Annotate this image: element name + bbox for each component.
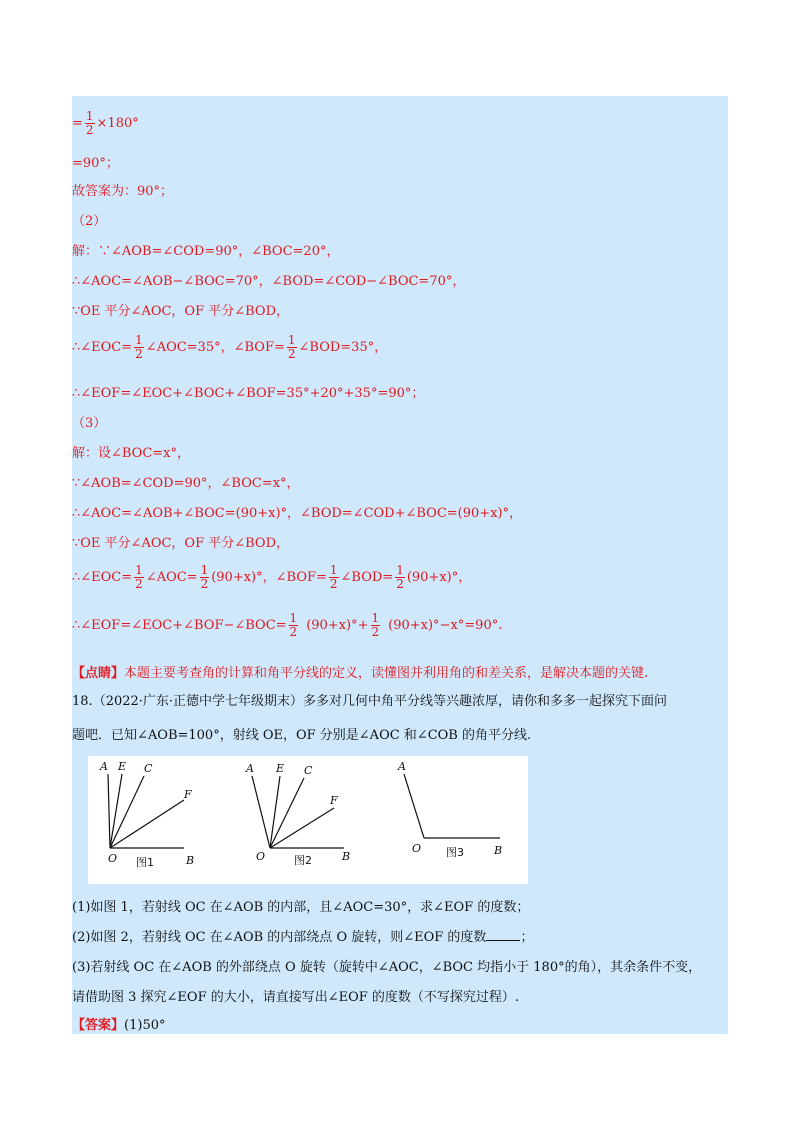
fraction-half [371,612,381,639]
question-2-end: ； [520,930,534,945]
expression-text: (90+x)°−x°=90°. [388,618,503,633]
fraction-half [289,612,299,639]
comment-text: 本题主要考查角的计算和角平分线的定义，读懂图并利用角的和差关系，是解决本题的关键. [124,666,649,681]
fraction-numerator: 1 [200,563,209,577]
expression-text: ∴∠EOF=∠EOC+∠BOF−∠BOC= [72,618,287,633]
fig3-caption: 图3 [446,846,464,859]
fraction-numerator: 1 [289,611,298,625]
solution-line-6: ∴∠AOC=∠AOB−∠BOC=70°，∠BOD=∠COD−∠BOC=70°， [72,274,466,289]
expression-text: (90+x)°，∠BOF= [211,570,327,585]
fig1-caption: 图1 [136,856,154,869]
problem-text: （2022·广东·正德中学七年级期末）多多对几何中角平分线等兴趣浓厚，请你和多多一起探究下面问 [92,694,668,709]
part-3-label: （3） [72,416,107,431]
fraction-denominator: 2 [329,577,338,591]
answer-blank [486,940,520,941]
solution-panel [72,96,728,1034]
question-3-line-1: (3)若射线 OC 在∠AOB 的外部绕点 O 旋转（旋转中∠AOC，∠BOC 均指小于 180°的角），其余条件不变， [72,960,702,975]
fraction-numerator: 1 [135,333,143,347]
fraction-half [134,564,144,591]
fig2-label-c: C [304,764,313,777]
part-2-label: （2） [72,214,107,229]
expression-text: ∠AOC= [145,570,198,585]
comment-label: 【点睛】 [72,666,125,681]
fraction-numerator: 1 [287,333,296,347]
expression-text: (90+x)°， [406,570,472,585]
expression-text: ∠BOD=35°， [298,340,388,355]
solution-line-5: 解：∵∠AOB=∠COD=90°，∠BOC=20°， [72,244,340,259]
fraction-half [329,564,339,591]
solution-line-15 [72,564,471,591]
answer-line [72,1014,165,1033]
fig2-label-a: A [246,762,254,775]
fig2-label-e: E [276,762,285,775]
fig1-label-f: F [184,788,192,801]
fig2-ray-oa [252,776,270,848]
equals-sign: = [72,116,83,131]
fraction-half [85,110,95,137]
fig1-label-o: O [108,852,118,865]
fraction-denominator: 2 [135,347,143,361]
solution-line-7: ∵OE 平分∠AOC，OF 平分∠BOD， [72,304,290,319]
fig1-ray-oe [110,774,122,848]
solution-line-13: ∴∠AOC=∠AOB+∠BOC=(90+x)°，∠BOD=∠COD+∠BOC=(90+x)°， [72,506,523,521]
fraction-numerator: 1 [85,109,94,123]
solution-line-8 [72,334,387,361]
geometry-figures [88,756,528,884]
problem-line-2: 题吧．已知∠AOB=100°，射线 OE，OF 分别是∠AOC 和∠COB 的角平分线. [72,728,532,743]
solution-line-14: ∵OE 平分∠AOC，OF 平分∠BOD， [72,536,290,551]
fraction-denominator: 2 [396,577,404,591]
solution-line-12: ∵∠AOB=∠COD=90°，∠BOC=x°， [72,476,300,491]
expression-text: ∠BOD= [340,570,394,585]
expression-text: ∠AOC=35°，∠BOF= [145,340,285,355]
fig1-label-e: E [118,760,127,773]
fraction-numerator: 1 [329,563,338,577]
fraction-denominator: 2 [135,577,143,591]
question-2-text: (2)如图 2，若射线 OC 在∠AOB 的内部绕点 O 旋转，则∠EOF 的度数 [72,930,487,945]
fig1-label-c: C [144,762,153,775]
fraction-numerator: 1 [135,563,143,577]
fraction-denominator: 2 [287,347,296,361]
fraction-denominator: 2 [200,577,209,591]
fraction-half [200,564,210,591]
expression-text: ∴∠EOC= [72,570,133,585]
solution-line-1 [72,110,139,137]
solution-line-2: =90°； [72,156,119,171]
solution-line-9: ∴∠EOF=∠EOC+∠BOC+∠BOF=35°+20°+35°=90°； [72,386,425,401]
fraction-half [287,334,297,361]
fig1-label-a: A [100,760,108,773]
fraction-denominator: 2 [371,625,380,639]
answer-label: 【答案】 [72,1018,125,1033]
fraction-numerator: 1 [371,611,380,625]
figure-strip [88,756,528,884]
problem-number: 18. [72,694,93,709]
question-1: (1)如图 1，若射线 OC 在∠AOB 的内部，且∠AOC=30°，求∠EOF 的度数； [72,900,530,915]
fraction-numerator: 1 [396,563,404,577]
fig1-label-b: B [186,854,195,867]
expression-text: (90+x)°+ [306,618,369,633]
fig2-caption: 图2 [294,854,312,867]
fig1-ray-oa [108,774,110,848]
question-2 [72,926,533,945]
solution-line-16 [72,612,502,639]
problem-line-1 [72,690,667,709]
fig3-label-a: A [398,760,406,773]
fig3-label-o: O [412,842,422,855]
solution-line-3: 故答案为：90°； [72,184,174,199]
fig2-label-b: B [342,850,351,863]
expression-text: ×180° [96,116,139,131]
fraction-half [134,334,144,361]
fig3-label-b: B [494,844,503,857]
fraction-denominator: 2 [289,625,298,639]
answer-part: (1) [124,1018,143,1033]
fraction-denominator: 2 [85,123,94,137]
fig2-label-o: O [256,850,266,863]
expression-text: ∴∠EOC= [72,340,133,355]
fig2-label-f: F [330,794,338,807]
answer-value: 50° [142,1018,166,1033]
fraction-half [395,564,405,591]
question-3-line-2: 请借助图 3 探究∠EOF 的大小，请直接写出∠EOF 的度数（不写探究过程）. [72,990,520,1005]
fig3-ray-oa [404,774,424,838]
solution-line-11: 解：设∠BOC=x°， [72,446,191,461]
comment-line [72,662,648,681]
